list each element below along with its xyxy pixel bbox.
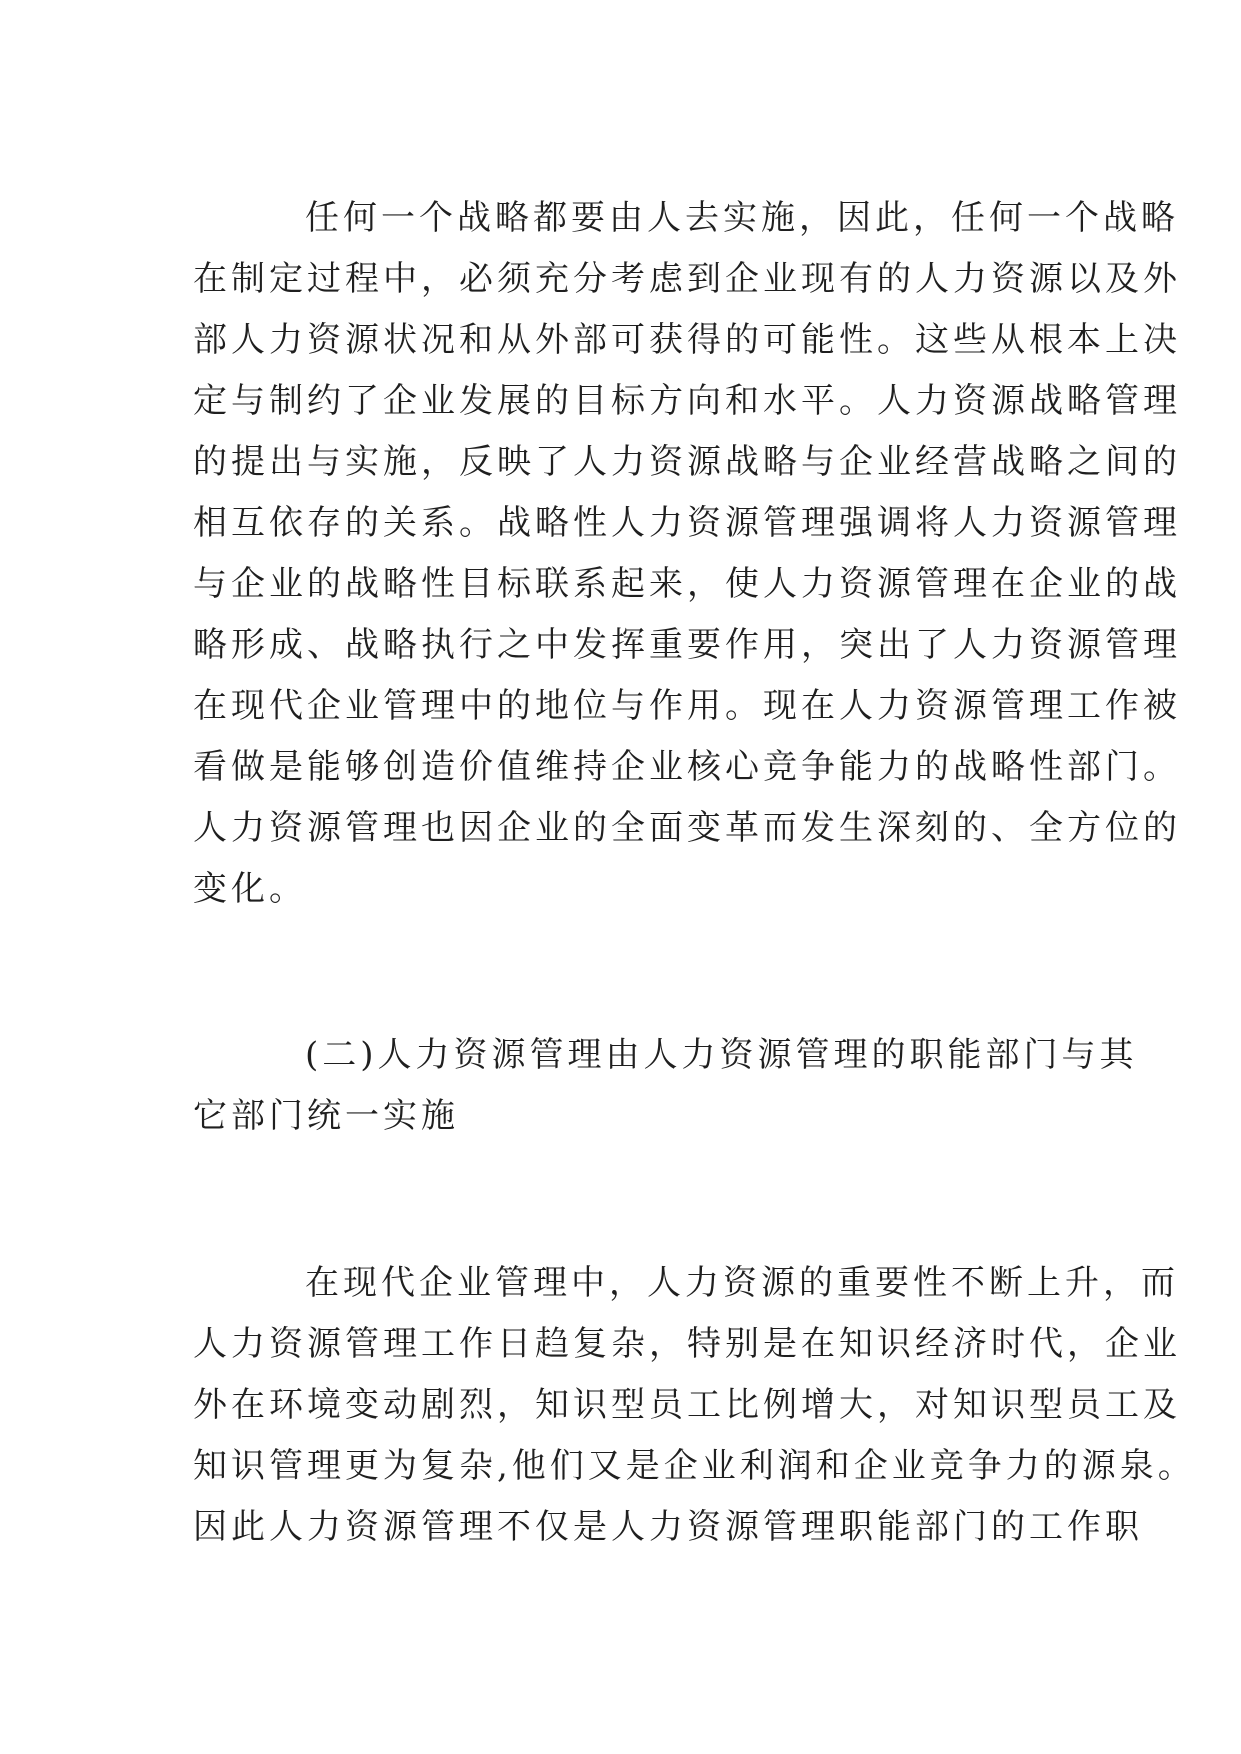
paragraph-line: 在现代企业管理中，人力资源的重要性不断上升，而 bbox=[305, 1263, 1179, 1303]
paragraph-line: 略形成、战略执行之中发挥重要作用，突出了人力资源管理 bbox=[193, 625, 1181, 665]
paragraph-line: 相互依存的关系。战略性人力资源管理强调将人力资源管理 bbox=[193, 503, 1181, 543]
paragraph-line: 人力资源管理也因企业的全面变革而发生深刻的、全方位的 bbox=[193, 808, 1181, 848]
paragraph-line: 在现代企业管理中的地位与作用。现在人力资源管理工作被 bbox=[193, 686, 1181, 726]
paragraph-line: 知识管理更为复杂,他们又是企业利润和企业竞争力的源泉。 bbox=[193, 1446, 1196, 1486]
paragraph-line: 与企业的战略性目标联系起来，使人力资源管理在企业的战 bbox=[193, 564, 1181, 604]
paragraph-line: 在制定过程中，必须充分考虑到企业现有的人力资源以及外 bbox=[193, 259, 1181, 299]
paragraph-line: 人力资源管理工作日趋复杂，特别是在知识经济时代，企业 bbox=[193, 1324, 1181, 1364]
paragraph-line: 因此人力资源管理不仅是人力资源管理职能部门的工作职 bbox=[193, 1507, 1143, 1547]
paragraph-line: 定与制约了企业发展的目标方向和水平。人力资源战略管理 bbox=[193, 381, 1181, 421]
paragraph-line: 看做是能够创造价值维持企业核心竞争能力的战略性部门。 bbox=[193, 747, 1181, 787]
paragraph-line: 外在环境变动剧烈，知识型员工比例增大，对知识型员工及 bbox=[193, 1385, 1181, 1425]
section-heading: (二)人力资源管理由人力资源管理的职能部门与其 bbox=[305, 1035, 1138, 1075]
paragraph-line: 变化。 bbox=[193, 869, 307, 909]
paragraph-line: 的提出与实施，反映了人力资源战略与企业经营战略之间的 bbox=[193, 442, 1181, 482]
section-heading: 它部门统一实施 bbox=[193, 1096, 459, 1136]
paragraph-line: 任何一个战略都要由人去实施，因此，任何一个战略 bbox=[305, 198, 1179, 238]
paragraph-line: 部人力资源状况和从外部可获得的可能性。这些从根本上决 bbox=[193, 320, 1181, 360]
